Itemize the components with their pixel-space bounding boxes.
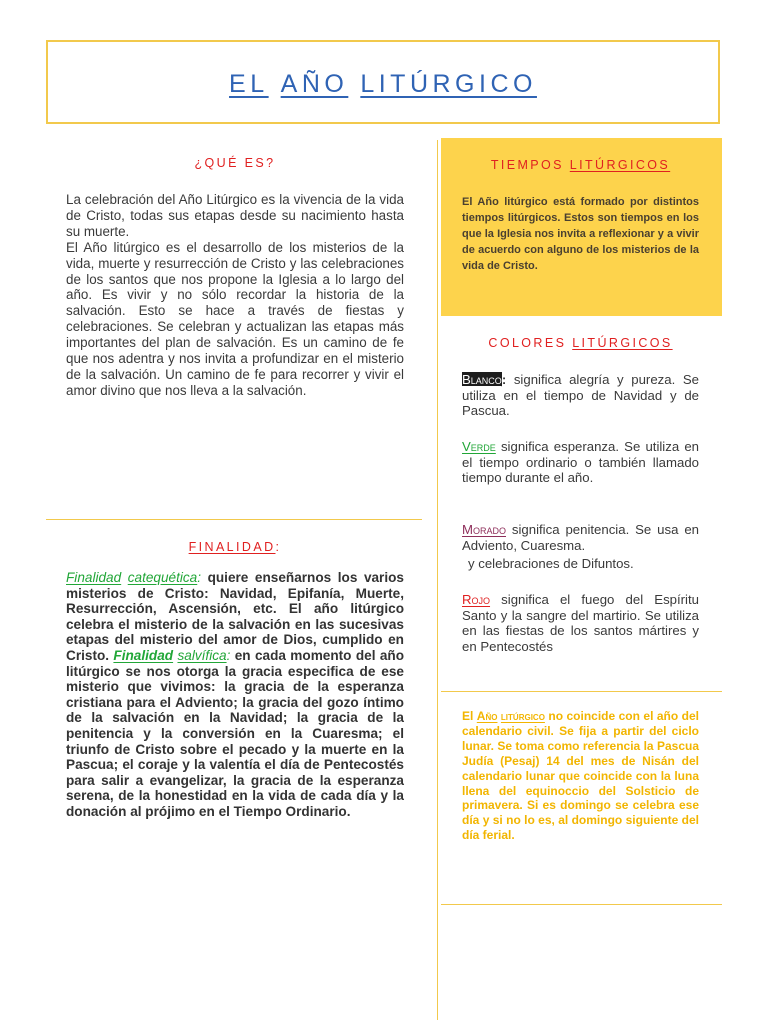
finalidad-2-text: en cada momento del año litúrgico se nos otorga la gracia especifica de ese misterio que vivimos: la gracia de la esperanza cristiana para el Adviento; la gracia del gozo íntimo de la salvación en la Navidad; la gracia de la penitencia y la conversión en la Cuaresma; el triunfo de Cristo sobre el pecado y la muerte en la Pascua; el coraje y la valentía el día de Pentecostés para salir a evangelizar, la gracia de la esperanza serena, de la honestidad en la vida de cada día y la donación al prójimo en el Tiempo Ordinario. <box>66 647 405 819</box>
nota-text: no coincide con el año del calendario civil. Se fija a partir del ciclo lunar. Se toma como referencia la Pascua Judía (Pesaj) 14 del mes de Nisán del calendario lunar que coincide con la luna llena del equinoccio del Solsticio de primavera. Si es domingo se celebra ese día y si no lo es, al domingo siguiente del día ferial. <box>462 709 699 843</box>
finalidad-2-colon: : <box>226 647 231 663</box>
nota-label-b: litúrgico <box>500 709 545 723</box>
verde-label: Verde <box>462 439 496 454</box>
finalidad-body <box>66 570 404 820</box>
blanco-label: Blanco <box>462 372 502 387</box>
finalidad-1-colon: : <box>197 570 202 585</box>
morado-text: significa penitencia. Se usa en Adviento, Cuaresma. <box>462 522 699 553</box>
blanco-text: significa alegría y pureza. Se utiliza en el tiempo de Navidad y de Pascua. <box>462 372 699 419</box>
column-divider <box>437 140 438 1020</box>
finalidad-heading-text: FINALIDAD <box>188 540 276 554</box>
nota-label-a: Año <box>476 709 498 723</box>
calendario-nota <box>462 709 699 843</box>
color-verde <box>462 439 699 486</box>
colores-heading <box>462 336 699 350</box>
title-word-3: LITÚRGICO <box>360 70 537 98</box>
tiempos-heading-b: LITÚRGICOS <box>569 158 671 172</box>
rojo-text: significa el fuego del Espíritu Santo y la sangre del martirio. Se utiliza en las fiestas de los santos mártires y en Pentecostés <box>462 592 699 655</box>
tiempos-text: El Año litúrgico está formado por distintos tiempos litúrgicos. Estos son tiempos en los que la Iglesia nos invita a reflexionar y a vivir de acuerdo con alguno de los misterios de la vida de Cristo. <box>462 196 699 272</box>
finalidad-2-label-a: Finalidad <box>113 647 174 663</box>
finalidad-heading-colon: : <box>275 540 282 554</box>
finalidad-heading <box>66 540 404 554</box>
right-divider-2 <box>441 904 722 905</box>
tiempos-heading <box>462 158 699 172</box>
que-es-paragraph-2: El Año litúrgico es el desarrollo de los misterios de la vida, muerte y resurrección de Cristo y las celebraciones de los santos que nos propone la Iglesia a lo largo del año. Es vivir y no sólo recordar la historia de la salvación. Esto se hace a través de fiestas y celebraciones. Se celebran y actualizan las etapas más importantes del plan de salvación. Es un camino de fe que nos adentra y nos invita a profundizar en el misterio de la salvación. Un camino de fe para recorrer y vivir el amor divino que nos lleva a la salvación. <box>66 239 404 398</box>
left-divider <box>46 519 422 520</box>
title-word-1: EL <box>229 70 269 98</box>
colores-heading-a: COLORES <box>488 336 567 350</box>
que-es-heading: ¿QUÉ ES? <box>194 156 276 170</box>
right-divider-1 <box>441 691 722 692</box>
color-morado <box>462 522 699 553</box>
color-blanco <box>462 372 699 419</box>
colores-heading-b: LITÚRGICOS <box>572 336 673 350</box>
morado-text-2: y celebraciones de Difuntos. <box>468 556 634 571</box>
tiempos-heading-a: TIEMPOS <box>490 158 564 172</box>
finalidad-1-label-a: Finalidad <box>66 570 122 585</box>
color-rojo <box>462 592 699 655</box>
que-es-body <box>66 192 404 399</box>
blanco-colon: : <box>501 372 507 387</box>
que-es-paragraph-1: La celebración del Año Litúrgico es la vivencia de la vida de Cristo, todas sus etapas desde su nacimiento hasta su muerte. <box>66 192 404 239</box>
verde-text: significa esperanza. Se utiliza en el tiempo ordinario o también llamado tiempo durante el año. <box>462 439 699 486</box>
rojo-label: Rojo <box>462 592 491 607</box>
page-title <box>48 70 718 99</box>
finalidad-1-text: quiere enseñarnos los varios misterios de Cristo: Navidad, Epifanía, Muerte, Resurrección, Ascensión, etc. El año litúrgico celebra el misterio de la salvación en las sucesivas etapas del misterio del amor de Dios, cumplido en Cristo. <box>66 570 404 663</box>
title-word-2: AÑO <box>280 70 349 98</box>
title-box <box>46 40 720 124</box>
finalidad-2-label-b: salvífica <box>177 647 227 663</box>
morado-label: Morado <box>462 522 506 537</box>
finalidad-1-label-b: catequética <box>127 570 198 585</box>
nota-pre: El <box>462 709 477 723</box>
